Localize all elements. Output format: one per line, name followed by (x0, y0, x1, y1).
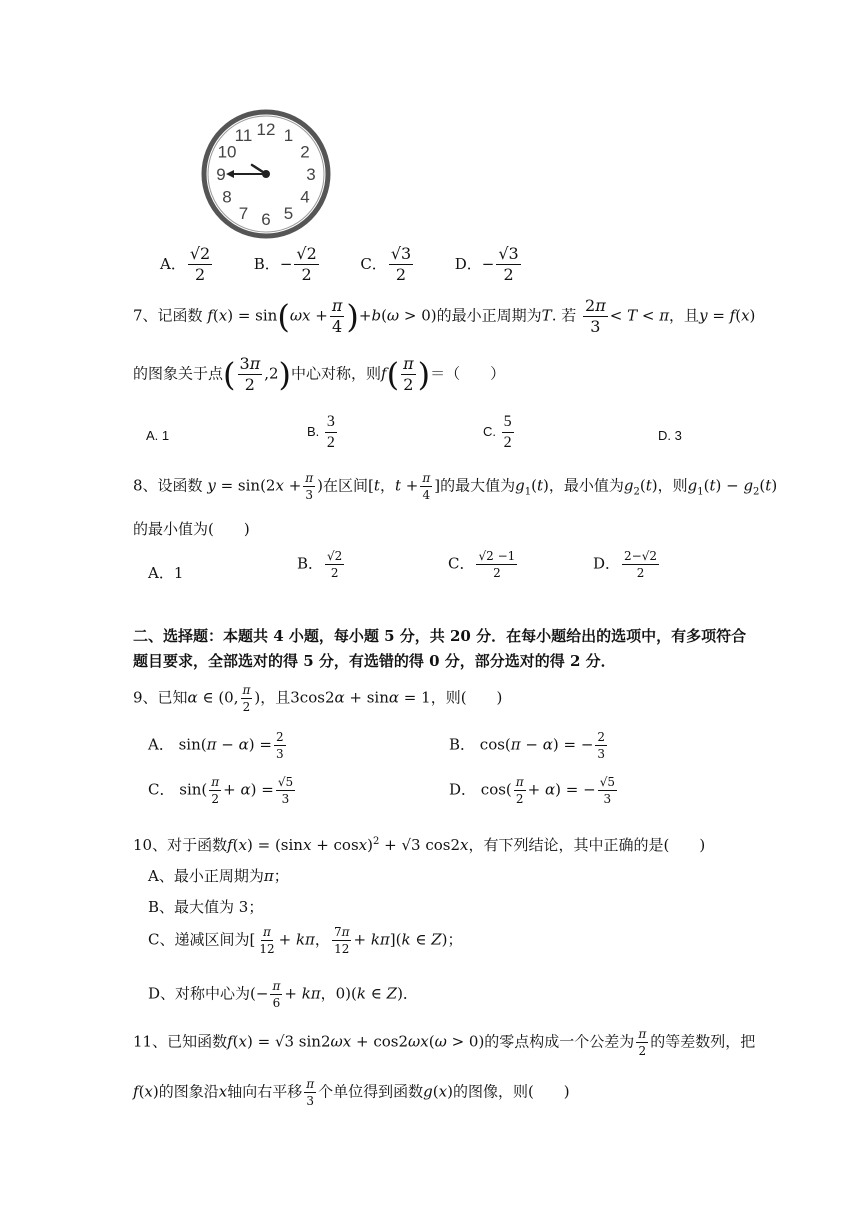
q11-line1: 11、已知函数f(x) = √3 sin2ωx + cos2ωx(ω > 0)的零点构成一个公差为 $\frac{\pi}{2}$ 的等差数列，把 (133, 1027, 756, 1058)
clock-numeral: 10 (217, 142, 237, 162)
q7-option-a: A. 1 (146, 428, 170, 443)
clock-drawing (196, 104, 336, 244)
q9-option-c: C． sin( $\frac{\pi}{2}$ + α) = $\frac{√5}{3}$ (148, 775, 294, 806)
q8-line1: 8、设函数 y = sin(2x + $\frac{\pi}{3}$ )在区间[t，t + $\frac{\pi}{4}$ ]的最大值为$g_1(t)$，最小值为$g_2(t)$，则$g_1(t) - g_2(t)$ (133, 471, 778, 502)
q7-option-b: B. $\frac{3}{2}$ (307, 413, 335, 451)
clock-center (262, 170, 270, 178)
clock-numeral: 3 (306, 165, 316, 184)
q7-option-d: D. 3 (658, 428, 682, 443)
clock-numeral: 1 (283, 126, 294, 146)
clock-numeral: 12 (256, 120, 276, 139)
q8-line2: 的最小值为( ) (133, 520, 250, 538)
clock-numeral: 6 (261, 210, 271, 229)
clock-numeral: 8 (222, 187, 232, 207)
q10-option-d: D、对称中心为(− $\frac{\pi}{6}$ + kπ，0)(k ∈ Z)． (148, 979, 418, 1010)
q6-option-d: D．− $\frac{√3}{2}$ (454, 244, 519, 284)
q10-option-b: B、最大值为 3； (148, 898, 264, 916)
clock-numeral: 4 (300, 187, 310, 207)
q8-option-c: C． $\frac{√2 -1}{2}$ (448, 549, 516, 580)
clock-numeral: 7 (238, 203, 249, 223)
section-2-heading-line2: 题目要求，全部选对的得 5 分，有选错的得 0 分，部分选对的得 2 分． (133, 652, 616, 670)
clock-numeral: 5 (283, 203, 294, 223)
q6-options (160, 246, 523, 283)
clock-numeral: 2 (300, 142, 310, 162)
q7-option-c: C. $\frac{5}{2}$ (483, 413, 512, 451)
q9-option-d: D． cos( $\frac{\pi}{2}$ + α) = − $\frac{√5}{3}$ (449, 775, 615, 806)
q8-option-d: D． $\frac{2-√2}{2}$ (593, 549, 658, 580)
q6-option-a: A． $\frac{√2}{2}$ (160, 244, 211, 284)
q8-option-a: A．1 (148, 564, 184, 582)
q7-line2: 的图象关于点( $\frac{3\pi}{2}$ ,2)中心对称，则f( $\frac{\pi}{2}$ )＝（ ） (133, 354, 506, 394)
q7-line1: 7、记函数 f(x) = sin(ωx + $\frac{\pi}{4}$ )+b(ω > 0)的最小正周期为T. 若 $\frac{2\pi}{3}$ < T < π，且y = f(x) (133, 296, 756, 336)
clock-numeral: 9 (216, 165, 226, 184)
q6-option-b: B．− $\frac{√2}{2}$ (253, 244, 317, 284)
q9-stem: 9、已知α ∈ (0, $\frac{\pi}{2}$ )，且3cos2α + sinα = 1，则( ) (133, 683, 503, 714)
clock-image (196, 104, 336, 244)
q10-option-a: A、最小正周期为π； (148, 867, 289, 885)
q10-option-c: C、递减区间为[ $\frac{\pi}{12}$ + kπ， $\frac{7\pi}{12}$ + kπ](k ∈ Z)； (148, 925, 463, 956)
q8-option-b: B． $\frac{√2}{2}$ (297, 549, 343, 580)
q9-option-a: A． sin(π − α) = $\frac{2}{3}$ (148, 730, 284, 761)
q6-option-c: C． $\frac{√3}{2}$ (360, 244, 412, 284)
section-2-heading-line1: 二、选择题：本题共 4 小题，每小题 5 分，共 20 分．在每小题给出的选项中，有多项符合 (133, 627, 747, 645)
q10-stem: 10、对于函数$f(x) = (\sin x + \cos x)^2 + √3$ cos2x，有下列结论，其中正确的是( ) (133, 836, 706, 854)
q11-line2: f(x)的图象沿x轴向右平移 $\frac{\pi}{3}$ 个单位得到函数g(x)的图像，则( ) (133, 1077, 570, 1108)
clock-numeral: 11 (234, 126, 253, 146)
q9-option-b: B． cos(π − α) = − $\frac{2}{3}$ (449, 730, 606, 761)
